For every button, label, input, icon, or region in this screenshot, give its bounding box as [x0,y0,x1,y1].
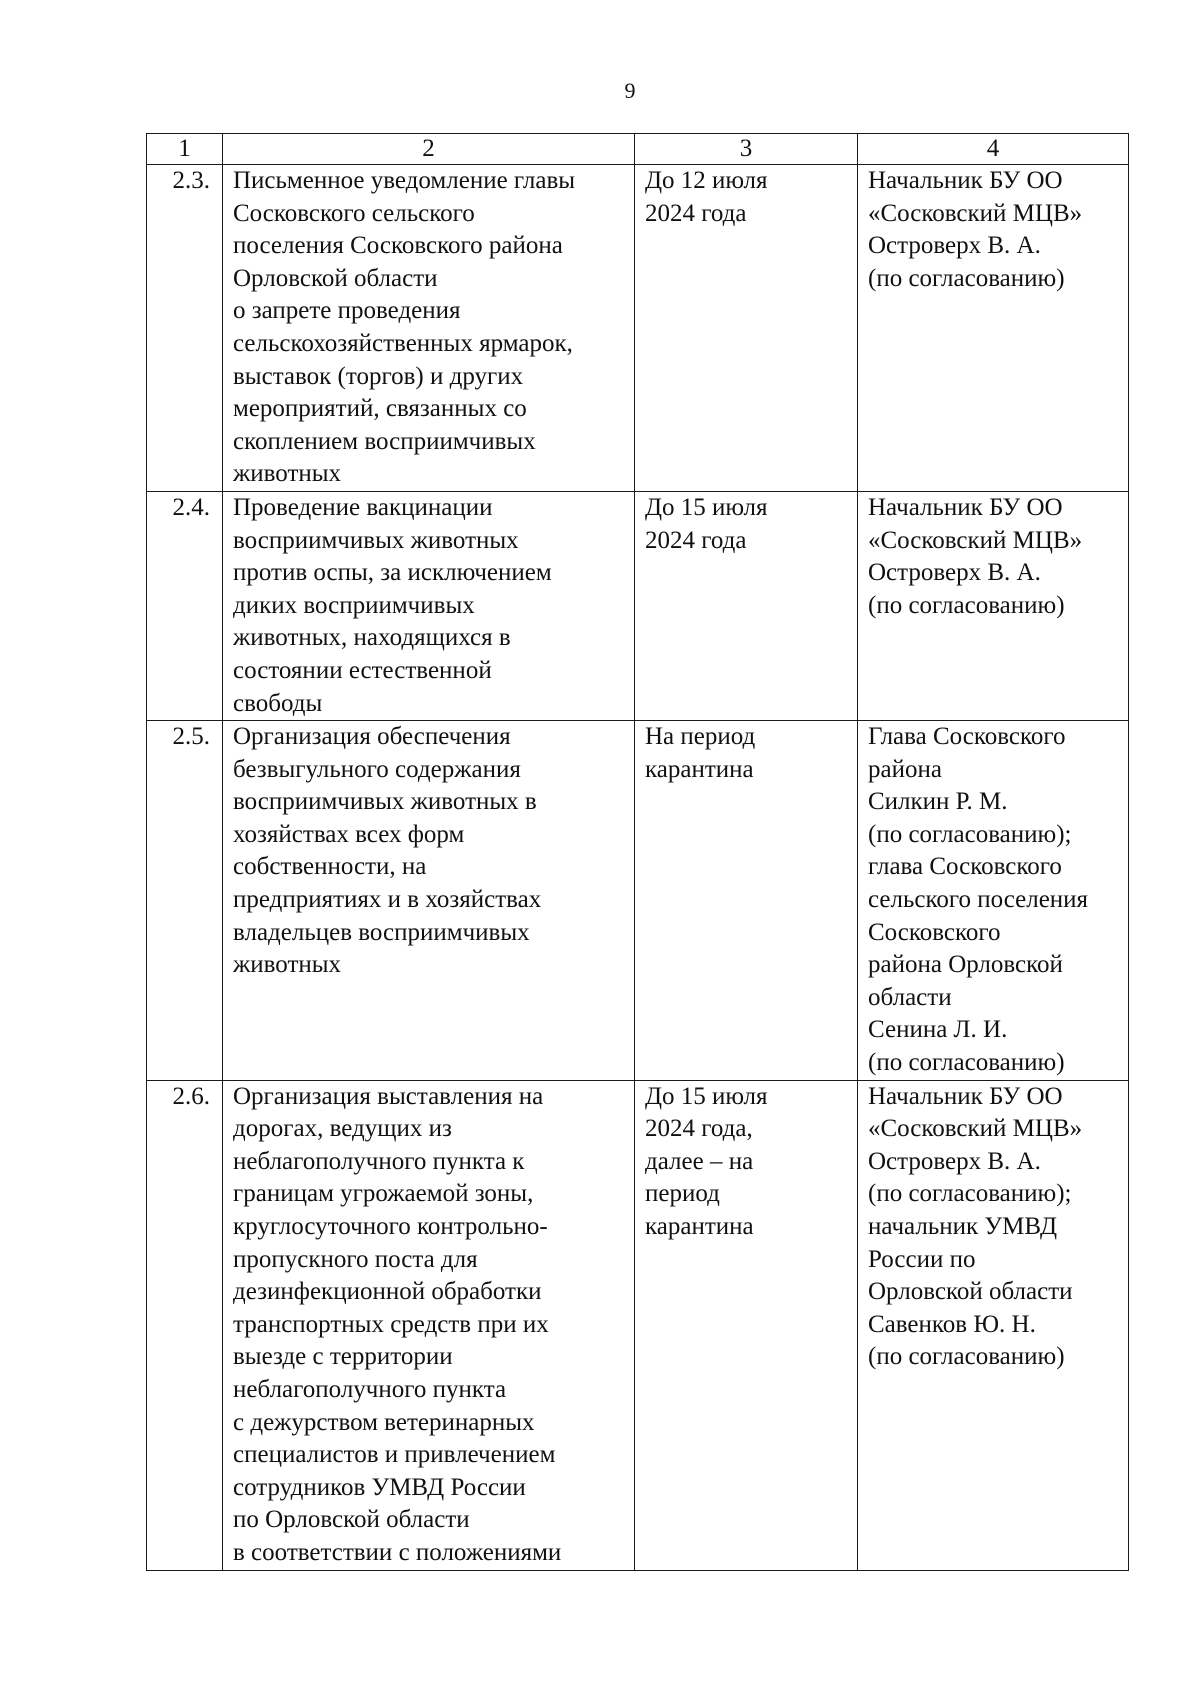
page-number: 9 [624,78,636,103]
deadline-cell: До 15 июля 2024 года [635,491,858,720]
responsible-cell: Начальник БУ ОО «Сосковский МЦВ» Островерх В. А. (по согласованию) [858,491,1129,720]
action-cell: Проведение вакцинации восприимчивых животных против оспы, за исключением диких восприимчивых животных, находящихся в состоянии естественной свободы [223,491,635,720]
action-cell: Организация обеспечения безвыгульного содержания восприимчивых животных в хозяйствах всех форм собственности, на предприятиях и в хозяйствах владельцев восприимчивых животных [223,721,635,1081]
responsible-cell: Начальник БУ ОО «Сосковский МЦВ» Островерх В. А. (по согласованию); начальник УМВД России по Орловской области Савенков Ю. Н. (по согласованию) [858,1080,1129,1570]
deadline-cell: На период карантина [635,721,858,1081]
row-number: 2.5. [147,721,223,1081]
column-header-3: 3 [635,134,858,165]
row-number: 2.6. [147,1080,223,1570]
deadline-cell: До 15 июля 2024 года, далее – на период карантина [635,1080,858,1570]
table-row [147,1080,1129,1570]
column-header-4: 4 [858,134,1129,165]
responsible-cell: Начальник БУ ОО «Сосковский МЦВ» Островерх В. А. (по согласованию) [858,165,1129,492]
table-header-row [147,134,1129,165]
row-number: 2.3. [147,165,223,492]
table-row [147,165,1129,492]
column-header-1: 1 [147,134,223,165]
table-row [147,721,1129,1081]
row-number: 2.4. [147,491,223,720]
action-cell: Организация выставления на дорогах, ведущих из неблагополучного пункта к границам угрожаемой зоны, круглосуточного контрольно- пропускного поста для дезинфекционной обработки транспортных средств при их выезде с территории неблагополучного пункта с дежурством ветеринарных специалистов и привлечением сотрудников УМВД России по Орловской области в соответствии с положениями [223,1080,635,1570]
deadline-cell: До 12 июля 2024 года [635,165,858,492]
action-cell: Письменное уведомление главы Сосковского сельского поселения Сосковского района Орловской области о запрете проведения сельскохозяйственных ярмарок, выставок (торгов) и других мероприятий, связанных со скоплением восприимчивых животных [223,165,635,492]
table-row [147,491,1129,720]
column-header-2: 2 [223,134,635,165]
responsible-cell: Глава Сосковского района Силкин Р. М. (по согласованию); глава Сосковского сельского поселения Сосковского района Орловской области Сенина Л. И. (по согласованию) [858,721,1129,1081]
measures-table [146,133,1129,1571]
